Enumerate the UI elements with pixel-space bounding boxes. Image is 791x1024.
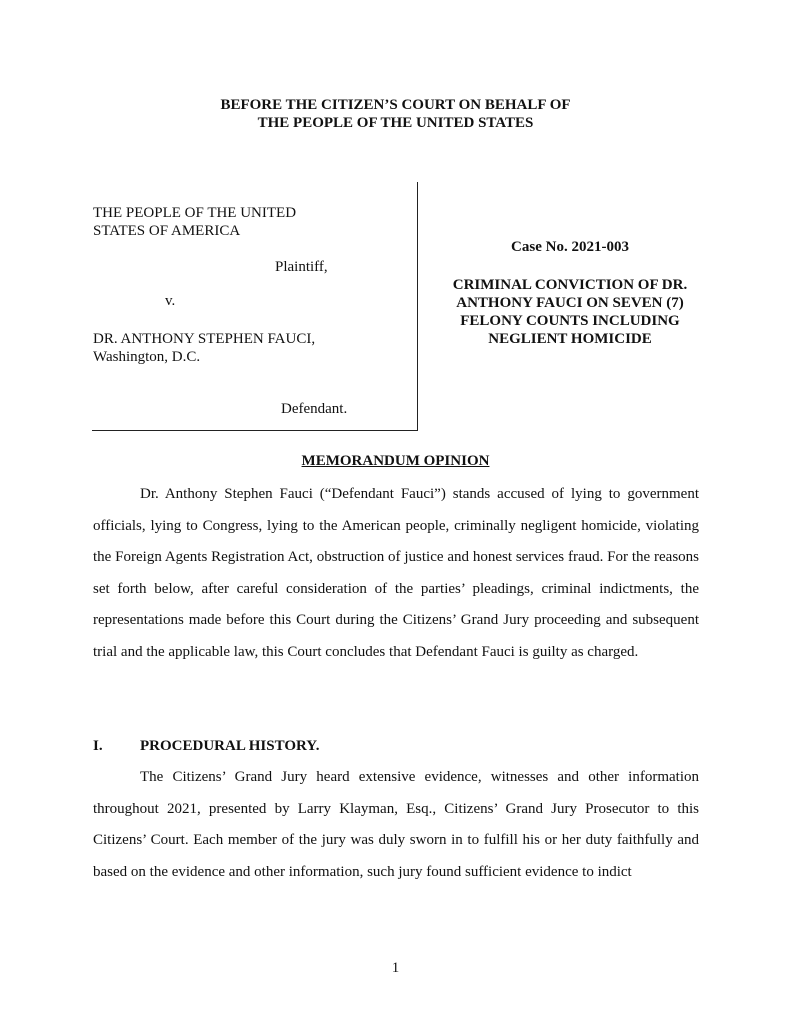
intro-paragraph: Dr. Anthony Stephen Fauci (“Defendant Fauci”) stands accused of lying to government officials, lying to Congress, lying to the American people, criminally negligent homicide, violating the Foreign Agents Registration Act, obstruction of justice and honest services fraud. For the reasons set forth below, after careful consideration of the parties’ pleadings, criminal indictments, the representations made before this Court during the Citizens’ Grand Jury proceeding and subsequent trial and the applicable law, this Court concludes that Defendant Fauci is guilty as charged. — [93, 486, 699, 660]
plaintiff-name-line-1: THE PEOPLE OF THE UNITED — [93, 205, 297, 221]
plaintiff-name-line-2: STATES OF AMERICA — [93, 223, 241, 239]
procedural-history-paragraph: The Citizens’ Grand Jury heard extensive evidence, witnesses and other information throughout 2021, presented by Larry Klayman, Esq., Citizens’ Grand Jury Prosecutor to this Citizens’ Court. Each member of the jury was duly sworn in to fulfill his or her duty faithfully and based on the evidence and other information, such jury found sufficient evidence to indict — [93, 769, 699, 880]
case-title-line-1: CRIMINAL CONVICTION OF DR. — [452, 277, 688, 293]
case-title-line-4: NEGLIENT HOMICIDE — [488, 331, 652, 347]
defendant-label: Defendant. — [281, 401, 348, 417]
page-number: 1 — [391, 960, 400, 976]
caption-divider-horizontal — [92, 430, 418, 431]
section-title: PROCEDURAL HISTORY. — [140, 738, 320, 754]
case-title-line-3: FELONY COUNTS INCLUDING — [460, 313, 680, 329]
defendant-name: DR. ANTHONY STEPHEN FAUCI, — [93, 331, 316, 347]
court-heading-line-1: BEFORE THE CITIZEN’S COURT ON BEHALF OF — [220, 97, 571, 113]
court-heading-line-2: THE PEOPLE OF THE UNITED STATES — [257, 115, 534, 131]
section-heading — [93, 738, 320, 755]
caption-divider-vertical — [417, 182, 418, 430]
memorandum-title: MEMORANDUM OPINION — [301, 453, 490, 469]
case-title-line-2: ANTHONY FAUCI ON SEVEN (7) — [456, 295, 684, 311]
defendant-location: Washington, D.C. — [93, 349, 201, 365]
versus-label: v. — [165, 293, 176, 309]
plaintiff-label: Plaintiff, — [275, 259, 328, 275]
case-number: Case No. 2021-003 — [511, 239, 629, 255]
section-number: I. — [93, 738, 103, 754]
case-caption-parties — [93, 204, 413, 417]
